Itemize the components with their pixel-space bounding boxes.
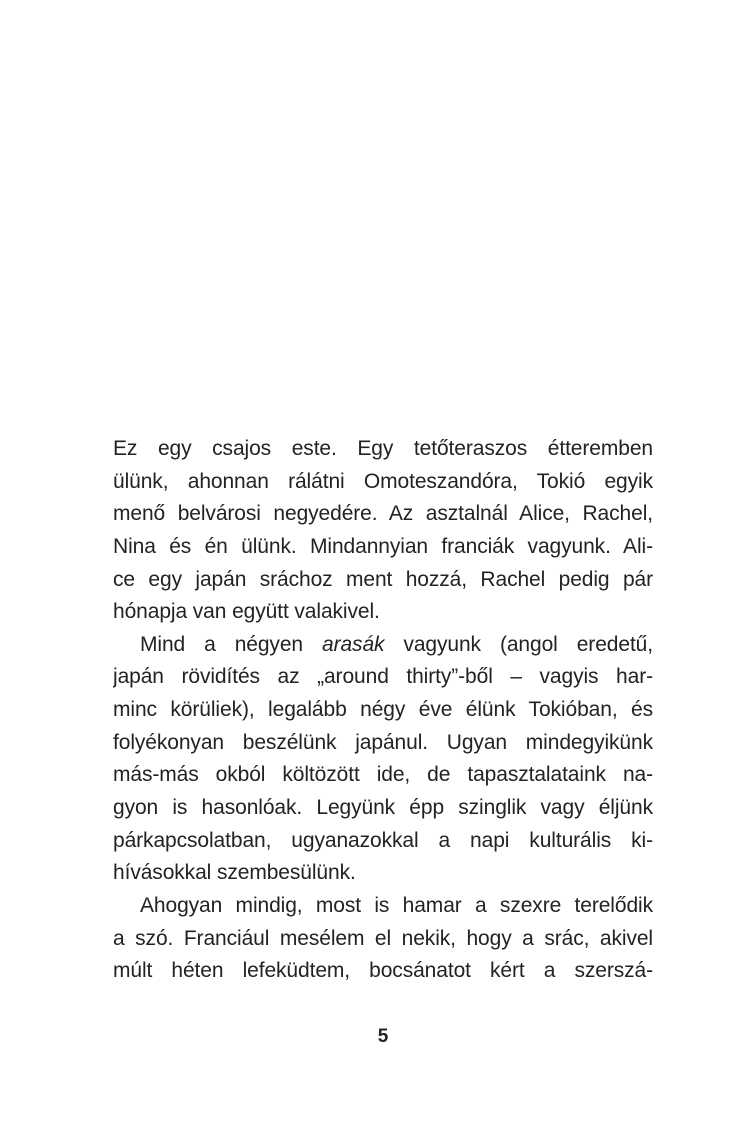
- text-line: [113, 727, 653, 760]
- text-line: [113, 955, 653, 988]
- text-segment: múlt héten lefeküdtem, bocsánatot kért a szerszá-: [113, 959, 653, 983]
- text-line: [113, 694, 653, 727]
- text-segment: japán rövidítés az „around thirty”-ből – vagyis har-: [113, 665, 653, 689]
- text-line: [113, 596, 653, 629]
- paragraph-2: [113, 629, 653, 890]
- text-segment: Ahogyan mindig, most is hamar a szexre terelődik: [140, 893, 653, 917]
- text-segment: vagyunk (angol eredetű,: [384, 632, 653, 656]
- text-line: [113, 792, 653, 825]
- text-segment: Nina és én ülünk. Mindannyian franciák vagyunk. Ali-: [113, 534, 653, 558]
- text-segment: a szó. Franciául mesélem el nekik, hogy a srác, akivel: [113, 926, 653, 950]
- text-line: [113, 531, 653, 564]
- text-segment: hívásokkal szembesülünk.: [113, 861, 356, 885]
- text-segment: folyékonyan beszélünk japánul. Ugyan mindegyikünk: [113, 730, 653, 754]
- text-line: [113, 661, 653, 694]
- text-line: [113, 857, 653, 890]
- text-segment: párkapcsolatban, ugyanazokkal a napi kulturális ki-: [113, 828, 653, 852]
- text-line: [113, 890, 653, 923]
- text-line: [113, 564, 653, 597]
- text-line: [113, 759, 653, 792]
- paragraph-3: [113, 890, 653, 988]
- text-line: [113, 498, 653, 531]
- text-line: [113, 466, 653, 499]
- italic-text-segment: arasák: [322, 632, 385, 656]
- text-line: [113, 433, 653, 466]
- page-number: 5: [377, 1026, 389, 1047]
- text-segment: minc körüliek), legalább négy éve élünk Tokióban, és: [113, 698, 653, 722]
- text-segment: más-más okból költözött ide, de tapasztalataink na-: [113, 763, 653, 787]
- text-segment: Mind a négyen: [140, 632, 322, 656]
- text-line: [113, 629, 653, 662]
- text-segment: Ez egy csajos este. Egy tetőteraszos étteremben: [113, 437, 653, 460]
- text-segment: ce egy japán sráchoz ment hozzá, Rachel pedig pár: [113, 567, 653, 591]
- page-text-block: [113, 433, 653, 988]
- text-segment: ülünk, ahonnan rálátni Omoteszandóra, Tokió egyik: [113, 469, 653, 493]
- text-segment: hónapja van együtt valakivel.: [113, 600, 380, 624]
- text-line: [113, 825, 653, 858]
- paragraph-1: [113, 433, 653, 629]
- text-segment: menő belvárosi negyedére. Az asztalnál Alice, Rachel,: [113, 502, 653, 526]
- text-line: [113, 923, 653, 956]
- text-segment: gyon is hasonlóak. Legyünk épp szinglik vagy éljünk: [113, 796, 653, 820]
